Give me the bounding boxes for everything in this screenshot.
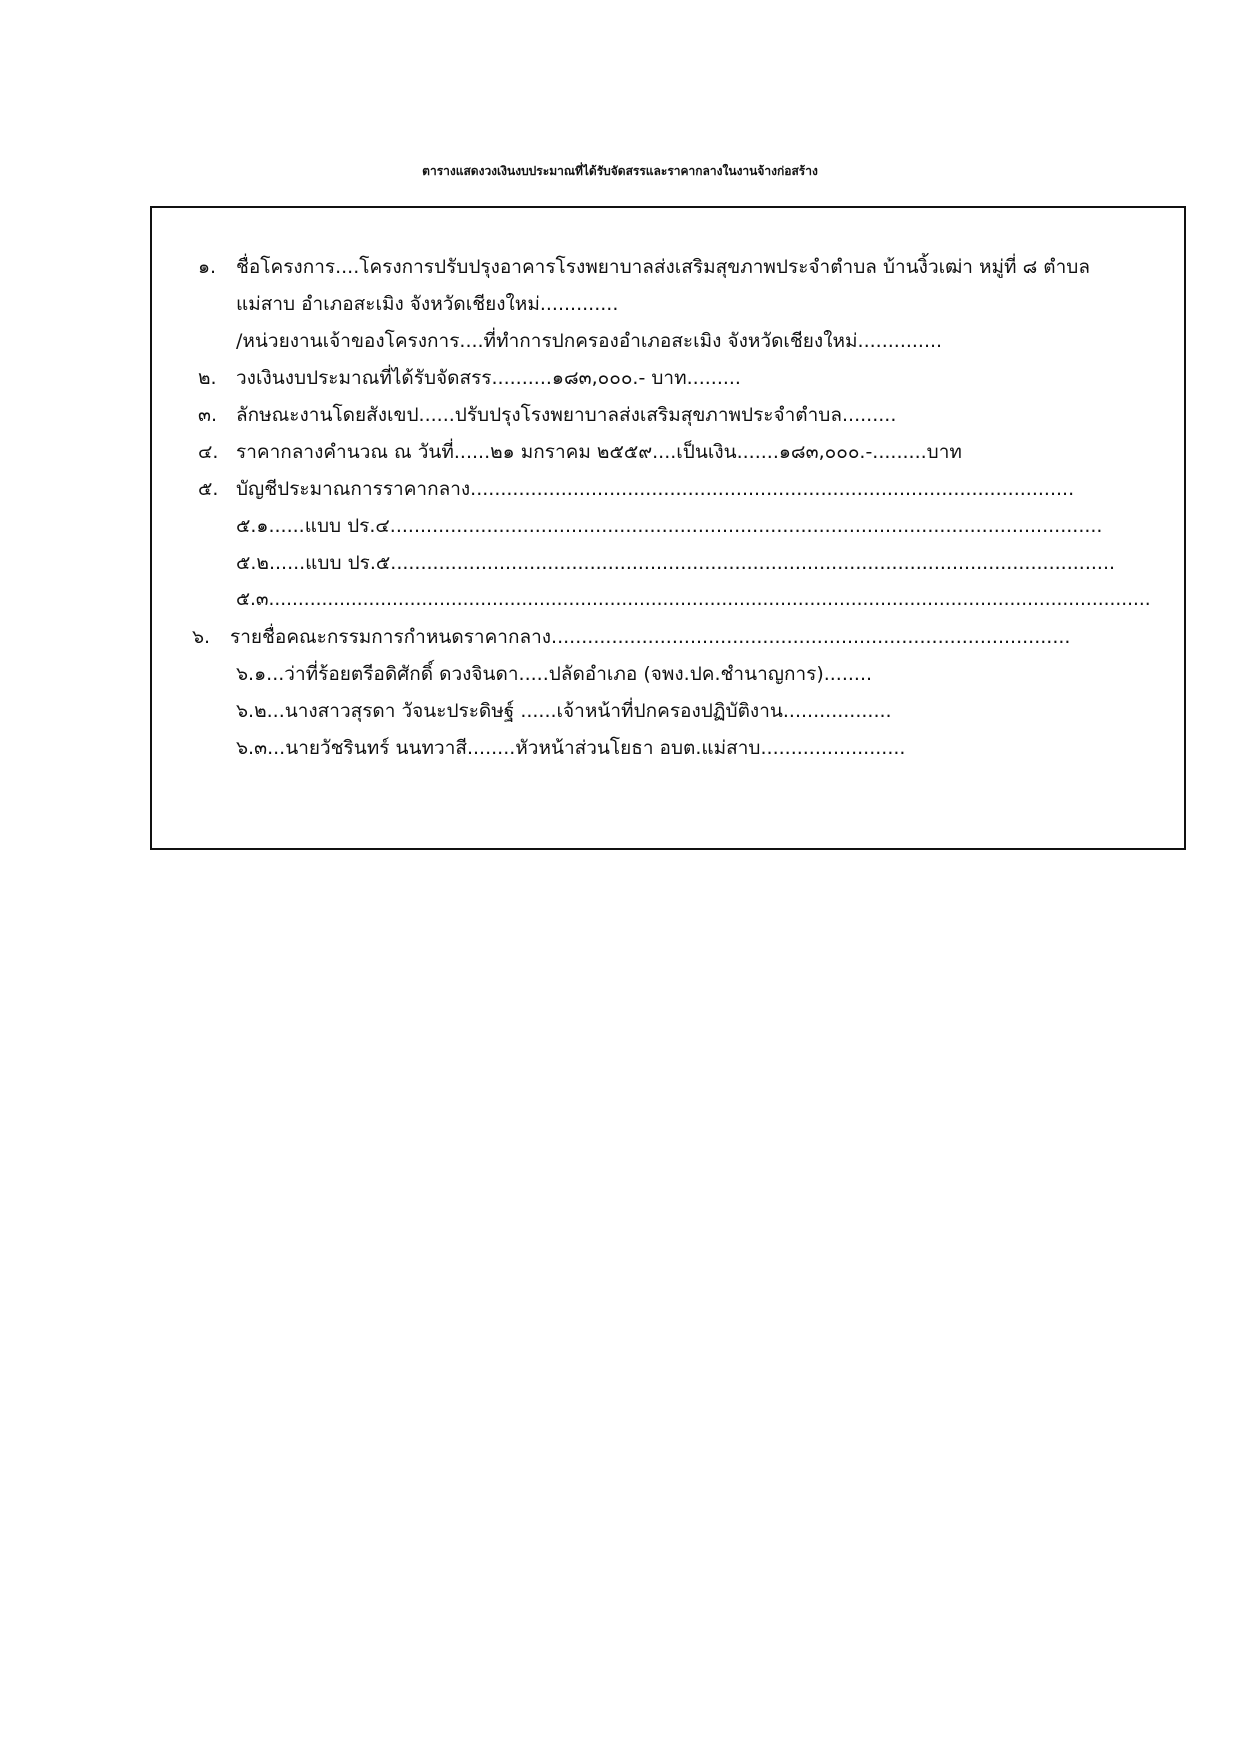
item-3-number: ๓. [198, 404, 218, 426]
item-1-project-location: แม่สาบ อำเภอสะเมิง จังหวัดเชียงใหม่............. [236, 293, 619, 315]
item-1-project-name: ชื่อโครงการ....โครงการปรับปรุงอาคารโรงพยาบาลส่งเสริมสุขภาพประจำตำบล บ้านงิ้วเฒ่า หมู่ที่ ๘ ตำบล [236, 256, 1091, 278]
item-5-number: ๕. [198, 478, 219, 500]
item-6-number: ๖. [192, 626, 211, 648]
item-2-budget: วงเงินงบประมาณที่ได้รับจัดสรร..........๑๘๓,๐๐๐.- บาท......... [236, 367, 741, 389]
item-5-1-text: ๕.๑......แบบ ปร.๔...................................................................................................................... [236, 515, 1103, 537]
item-1-owner-agency: /หน่วยงานเจ้าของโครงการ....ที่ทำการปกครองอำเภอสะเมิง จังหวัดเชียงใหม่.............. [236, 330, 943, 352]
item-6-3-member: ๖.๓...นายวัชรินทร์ นนทวาสี........หัวหน้าส่วนโยธา อบต.แม่สาบ........................ [236, 737, 906, 759]
document-title: ตารางแสดงวงเงินงบประมาณที่ได้รับจัดสรรและราคากลางในงานจ้างก่อสร้าง [422, 164, 818, 178]
item-2-number: ๒. [198, 367, 217, 389]
item-6-committee-list: รายชื่อคณะกรรมการกำหนดราคากลาง...................................................................................... [230, 626, 1071, 648]
item-3-work-description: ลักษณะงานโดยสังเขป......ปรับปรุงโรงพยาบาลส่งเสริมสุขภาพประจำตำบล......... [236, 404, 897, 426]
item-4-reference-price: ราคากลางคำนวณ ณ วันที่......๒๑ มกราคม ๒๕๕๙....เป็นเงิน.......๑๘๓,๐๐๐.-.........บาท [236, 441, 962, 463]
item-5-2-text: ๕.๒......แบบ ปร.๕........................................................................................................................ [236, 552, 1116, 574]
item-5-3-text: ๕.๓...................................................................................................................................................... [236, 589, 1151, 610]
item-6-2-member: ๖.๒...นางสาวสุรดา วัจนะประดิษฐ์ ......เจ้าหน้าที่ปกครองปฏิบัติงาน.................. [236, 700, 892, 722]
item-1-number: ๑. [198, 256, 217, 278]
item-4-number: ๔. [198, 441, 219, 463]
item-5-price-estimate-list: บัญชีประมาณการราคากลาง.................................................................................................... [236, 478, 1075, 500]
item-6-1-member: ๖.๑...ว่าที่ร้อยตรีอดิศักดิ์ ดวงจินดา.....ปลัดอำเภอ (จพง.ปค.ชำนาญการ)........ [236, 663, 873, 685]
project-info-box [150, 206, 1186, 850]
